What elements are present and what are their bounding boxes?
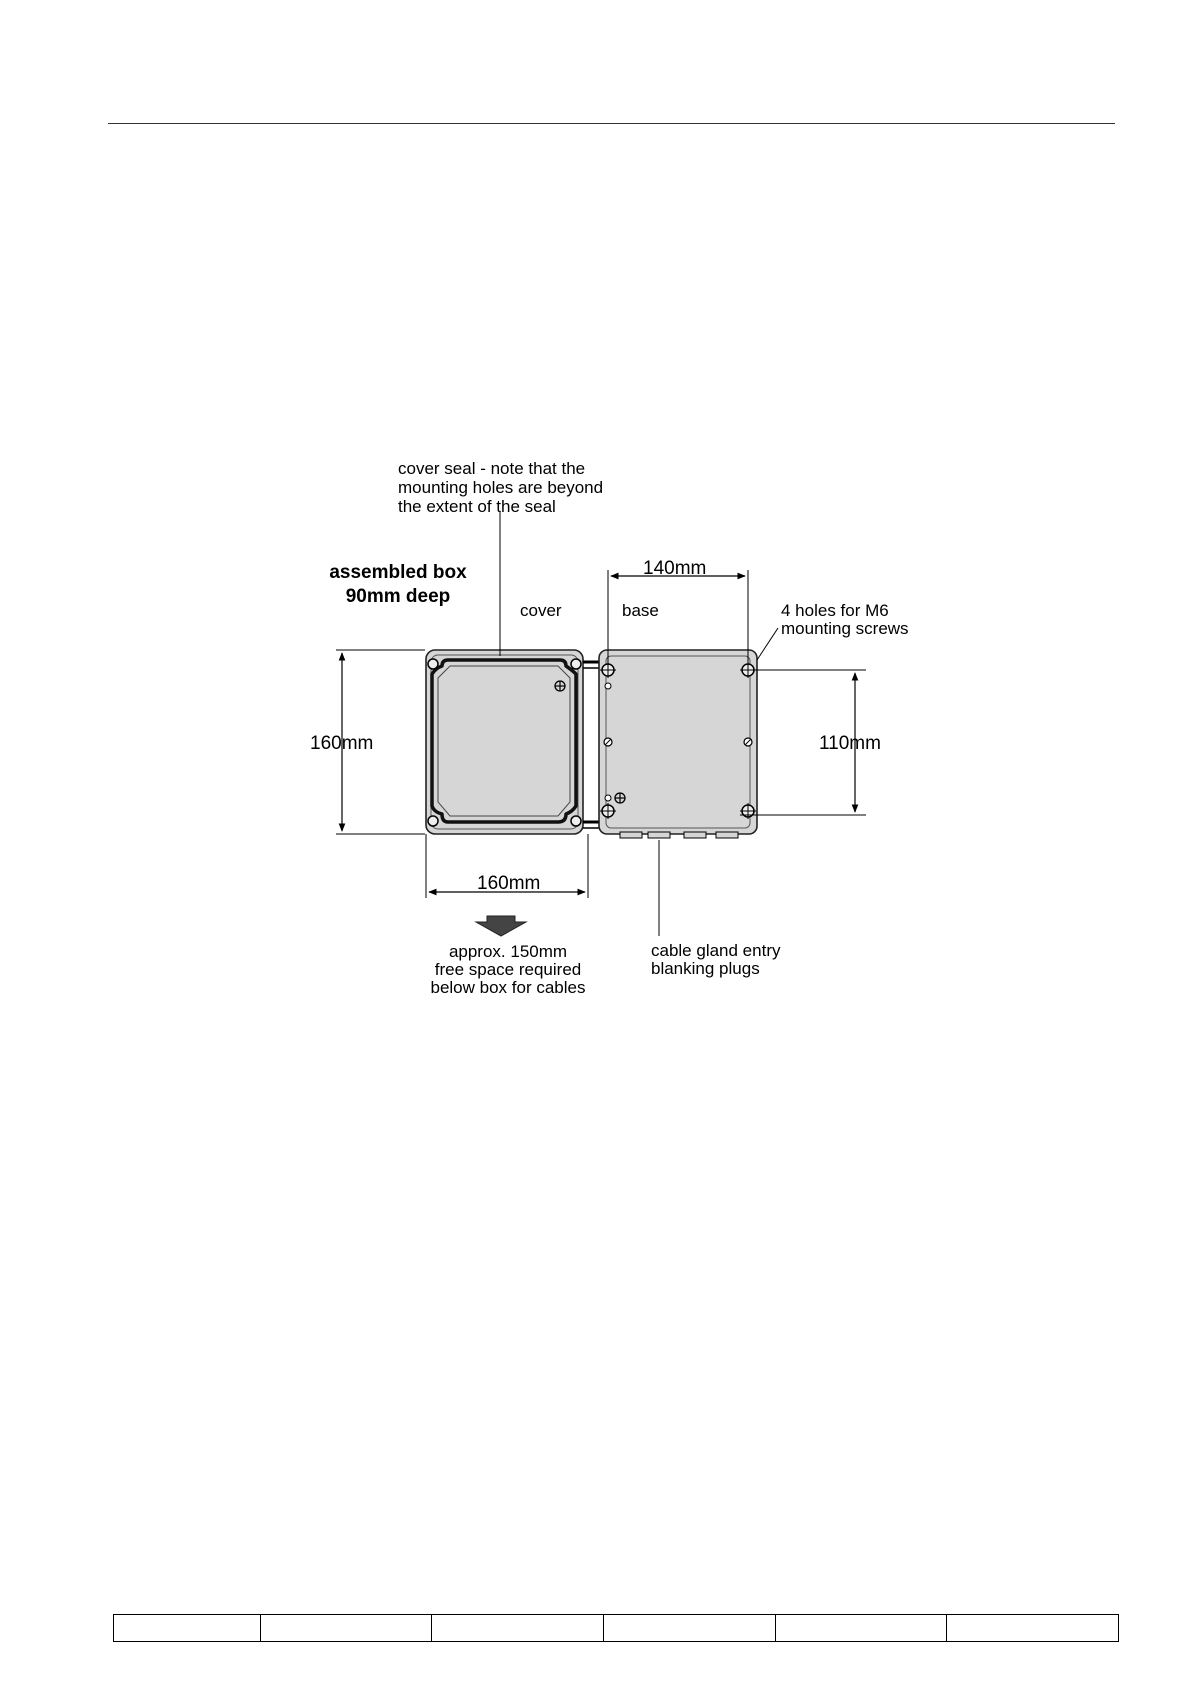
svg-text:4 holes for M6: 4 holes for M6 (781, 601, 889, 620)
side-screw (604, 738, 612, 746)
svg-text:mounting screws: mounting screws (781, 619, 909, 638)
svg-text:cable gland entry: cable gland entry (651, 941, 781, 960)
footer-cell (947, 1615, 1119, 1642)
cable-gland-plug (716, 832, 738, 838)
side-screw (744, 738, 752, 746)
svg-text:below box for cables: below box for cables (430, 978, 586, 997)
dim-width-holes-label: 140mm (643, 558, 707, 579)
dim-height-holes-label: 110mm (819, 733, 881, 754)
cover-mounting-hole (428, 659, 438, 669)
free-space-note (431, 942, 586, 997)
side-screw (605, 683, 611, 689)
cable-gland-plug (620, 832, 642, 838)
dim-width-cover-label: 160mm (477, 873, 541, 894)
seal-note (398, 459, 603, 516)
cable-gland-plug (648, 832, 670, 838)
svg-text:free space required: free space required (434, 960, 582, 979)
holes-note (781, 601, 909, 638)
cover-mounting-hole (571, 816, 581, 826)
svg-text:cover seal - note that the: cover seal - note that the (398, 459, 586, 478)
footer-table (113, 1614, 1119, 1642)
footer-cell (432, 1615, 604, 1642)
base-label: base (622, 601, 659, 620)
cover-label: cover (520, 601, 562, 620)
earth-symbol-icon (615, 793, 625, 803)
base-panel (599, 650, 757, 838)
down-arrow-icon (476, 916, 526, 936)
cable-gland-plug (684, 832, 706, 838)
dim-height-label: 160mm (310, 733, 374, 754)
cover-mounting-hole (428, 816, 438, 826)
gland-note (651, 941, 781, 978)
earth-symbol-icon (555, 681, 565, 691)
assembled-box-note (329, 562, 467, 607)
svg-text:the extent of the seal: the extent of the seal (398, 497, 556, 516)
holes-leader-line (757, 628, 778, 660)
svg-text:blanking plugs: blanking plugs (651, 959, 760, 978)
footer-cell (114, 1615, 261, 1642)
svg-text:90mm deep: 90mm deep (345, 586, 451, 607)
svg-text:assembled box: assembled box (329, 562, 467, 583)
footer-cell (775, 1615, 947, 1642)
hinge (583, 662, 600, 828)
svg-text:approx. 150mm: approx. 150mm (448, 942, 568, 961)
footer-cell (603, 1615, 775, 1642)
footer-cell (260, 1615, 432, 1642)
cover-panel (426, 650, 583, 834)
side-screw (605, 795, 611, 801)
svg-text:mounting holes are beyond: mounting holes are beyond (398, 478, 604, 497)
cover-mounting-hole (571, 659, 581, 669)
